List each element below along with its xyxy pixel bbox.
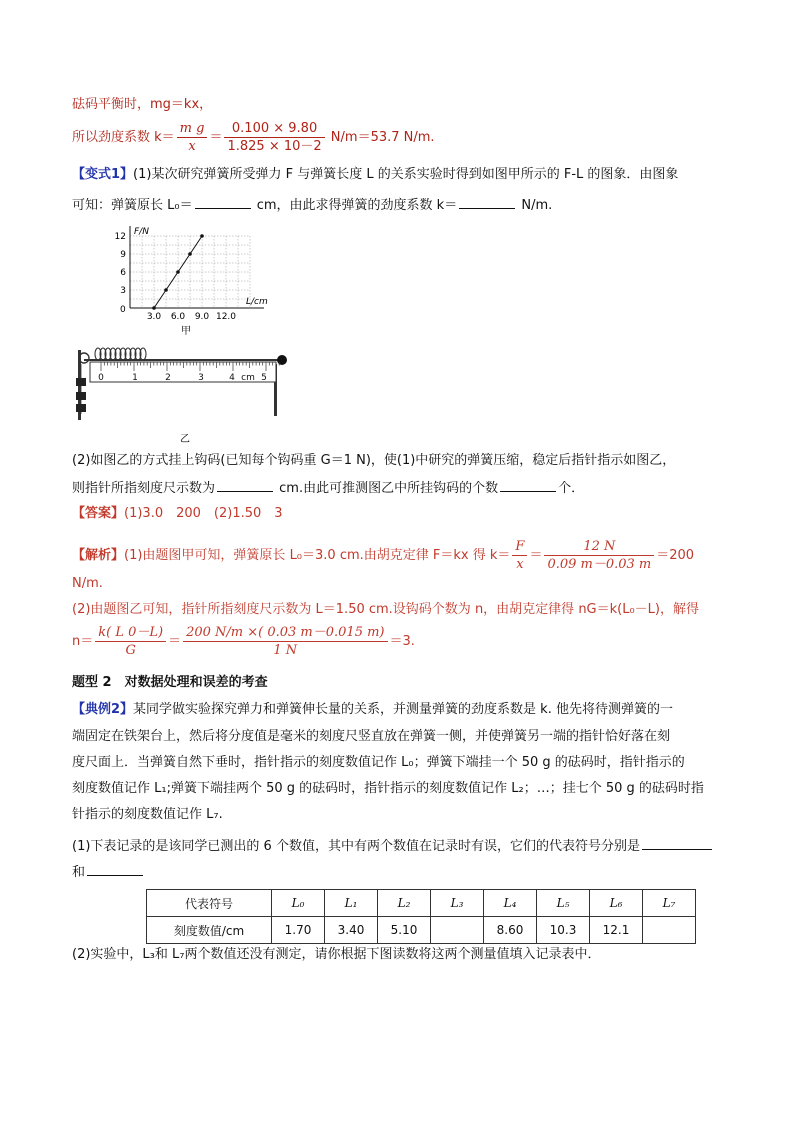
derivation-line-1 [72, 95, 212, 115]
y-tick-label: 3 [120, 286, 126, 296]
variant-q2-text: (2)如图乙的方式挂上钩码(已知每个钩码重 G＝1 N)，使(1)中研究的弹簧压缩，稳定后指针指示如图乙， [72, 453, 676, 468]
blank-L0[interactable] [195, 194, 251, 209]
blank-k[interactable] [459, 194, 515, 209]
data-point [164, 288, 168, 292]
example2-q2-line: (2)实验中，L₃和 L₇两个数值还没有测定，请你根据下图读数将这两个测量值填入记录表中． [72, 947, 601, 962]
table-symbol: L₇ [643, 890, 696, 917]
rod-end-ball [277, 355, 287, 365]
x-tick-label: 6.0 [170, 312, 186, 322]
variant-tag: 【变式1】 [72, 167, 134, 182]
example2-line-3: 度尺面上．当弹簧自然下垂时，指针指示的刻度数值记作 L₀；弹簧下端挂一个 50 g 的砝码时，指针指示的 [72, 755, 685, 770]
answer-tag: 【答案】 [72, 506, 125, 521]
ruler-label-cm: cm [241, 373, 255, 383]
section-2-title: 题型 2 对数据处理和误差的考查 [72, 675, 268, 690]
variant-q1-line-2: 可知：弹簧原长 L₀＝ cm，由此求得弹簧的劲度系数 k＝ N/m. [72, 194, 552, 216]
fraction-12N: $\frac{12 N}{0.09 m-0.03 m}$ [544, 538, 654, 573]
fraction-kL0: $\frac{k( L 0-L)}{G}$ [95, 624, 166, 659]
table-symbol: L₆ [590, 890, 643, 917]
table-symbol: L₅ [537, 890, 590, 917]
fraction-F-x: $\frac{F}{x}$ [512, 538, 527, 573]
figure-caption-yi: 乙 [180, 434, 190, 445]
table-value: 10.3 [537, 917, 590, 944]
f-l-chart [100, 222, 270, 342]
derivation-prefix: 所以劲度系数 k＝ [72, 130, 175, 145]
ruler-label-3: 3 [198, 373, 204, 383]
y-tick-label: 12 [114, 232, 126, 242]
weight-3 [76, 404, 86, 412]
figure-caption-jia: 甲 [181, 326, 191, 337]
variant-q2-line-2: 则指针所指刻度尺示数为 cm.由此可推测图乙中所挂钩码的个数 个． [72, 477, 584, 499]
data-point [152, 306, 156, 310]
analysis-unit: N/m. [72, 576, 103, 591]
table-symbol: L₂ [378, 890, 431, 917]
ruler-label-4: 4 [229, 373, 235, 383]
variant-q1-line-1 [72, 165, 678, 185]
analysis-tag: 【解析】 [72, 548, 125, 563]
y-tick-label: 9 [120, 250, 126, 260]
blank-scale-reading[interactable] [217, 477, 273, 492]
analysis-line-2: (2)由题图乙可知，指针所指刻度尺示数为 L＝1.50 cm.设钩码个数为 n，由胡克定律得 nG＝k(L₀－L)，解得 [72, 602, 699, 617]
table-value: 3.40 [325, 917, 378, 944]
fraction-mg-x: $\frac{\text{m g}}{x}$ [177, 120, 208, 155]
table-symbol: L₄ [484, 890, 537, 917]
example2-q1-line-1: (1)下表记录的是该同学已测出的 6 个数值，其中有两个数值在记录时有误，它们的代表符号分别是 [72, 835, 714, 857]
table-value-empty-L3[interactable] [431, 917, 484, 944]
derivation-result: N/m＝53.7 N/m. [330, 130, 435, 145]
table-value: 5.10 [378, 917, 431, 944]
example2-line-5: 针指示的刻度数值记作 L₇. [72, 807, 223, 822]
analysis-line-1: 【解析】(1)由题图甲可知，弹簧原长 L₀＝3.0 cm.由胡克定律 F＝kx 得 k＝ $\frac{F}{x}$ ＝ $\frac{12 N}{0.09 m-0.03 m}$ ＝200 [72, 539, 695, 572]
spring-coils [95, 348, 146, 360]
fraction-200Nm: $\frac{200 N/m \times( 0.03 m-0.015 m)}{1 N}$ [183, 624, 387, 659]
table-value-empty-L7[interactable] [643, 917, 696, 944]
answer-line [72, 504, 283, 524]
table-value: 8.60 [484, 917, 537, 944]
data-point [176, 270, 180, 274]
blank-wrong-symbol-1[interactable] [642, 835, 712, 850]
ruler-label-5: 5 [261, 373, 267, 383]
example2-line-2: 端固定在铁架台上，然后将分度值是毫米的刻度尺竖直放在弹簧一侧，并使弹簧另一端的指针恰好落在刻 [72, 729, 671, 744]
x-tick-label: 9.0 [194, 312, 210, 322]
answer-text: (1)3.0 200 (2)1.50 3 [124, 506, 283, 521]
derivation-text-1: 砝码平衡时，mg＝kx， [72, 97, 213, 112]
origin-label: 0 [120, 305, 126, 315]
table-header-label: 代表符号 [147, 890, 272, 917]
ruler-label-1: 1 [132, 373, 138, 383]
spring-apparatus-figure [70, 342, 300, 447]
table-symbol: L₀ [272, 890, 325, 917]
data-point [188, 252, 192, 256]
table-symbol: L₃ [431, 890, 484, 917]
weight-1 [76, 378, 86, 386]
derivation-line-2: 所以劲度系数 k＝ $\frac{\text{m g}}{x}$ ＝ $\frac{0.100 \times 9.80}{1.825 \times 10-2}$ N/m＝53.7 N/m. [72, 121, 435, 154]
measurement-table [146, 889, 696, 944]
table-value-row [147, 917, 696, 944]
y-tick-label: 6 [120, 268, 126, 278]
fraction-values: $\frac{0.100 \times 9.80}{1.825 \times 10-2}$ [224, 120, 324, 155]
x-axis-label: L/cm [246, 297, 268, 307]
blank-wrong-symbol-2[interactable] [87, 861, 143, 876]
example2-line-1: 【典例2】某同学做实验探究弹力和弹簧伸长量的关系，并测量弹簧的劲度系数是 k. 他先将待测弹簧的一 [72, 702, 673, 717]
variant-q1-text: (1)某次研究弹簧所受弹力 F 与弹簧长度 L 的关系实验时得到如图甲所示的 F-L 的图象．由图象 [133, 167, 679, 182]
blank-hook-count[interactable] [500, 477, 556, 492]
data-point [200, 234, 204, 238]
table-header-row [147, 890, 696, 917]
variant-q2-line-1 [72, 451, 675, 471]
ruler-label-2: 2 [165, 373, 171, 383]
analysis-line-3: n＝ $\frac{k( L 0-L)}{G}$ ＝ $\frac{200 N/m \times( 0.03 m-0.015 m)}{1 N}$ ＝3. [72, 625, 415, 658]
x-tick-label: 12.0 [215, 312, 237, 322]
y-axis-label: F/N [134, 227, 149, 237]
weight-2 [76, 392, 86, 400]
example2-tag: 【典例2】 [72, 702, 134, 717]
table-symbol: L₁ [325, 890, 378, 917]
table-row-label: 刻度数值/cm [147, 917, 272, 944]
table-value: 12.1 [590, 917, 643, 944]
example2-q1-line-2: 和 [72, 861, 145, 883]
table-value: 1.70 [272, 917, 325, 944]
ruler-label-0: 0 [98, 373, 104, 383]
x-tick-label: 3.0 [146, 312, 162, 322]
example2-line-4: 刻度数值记作 L₁;弹簧下端挂两个 50 g 的砝码时，指针指示的刻度数值记作 L₂；…；挂七个 50 g 的砝码时指 [72, 781, 704, 796]
